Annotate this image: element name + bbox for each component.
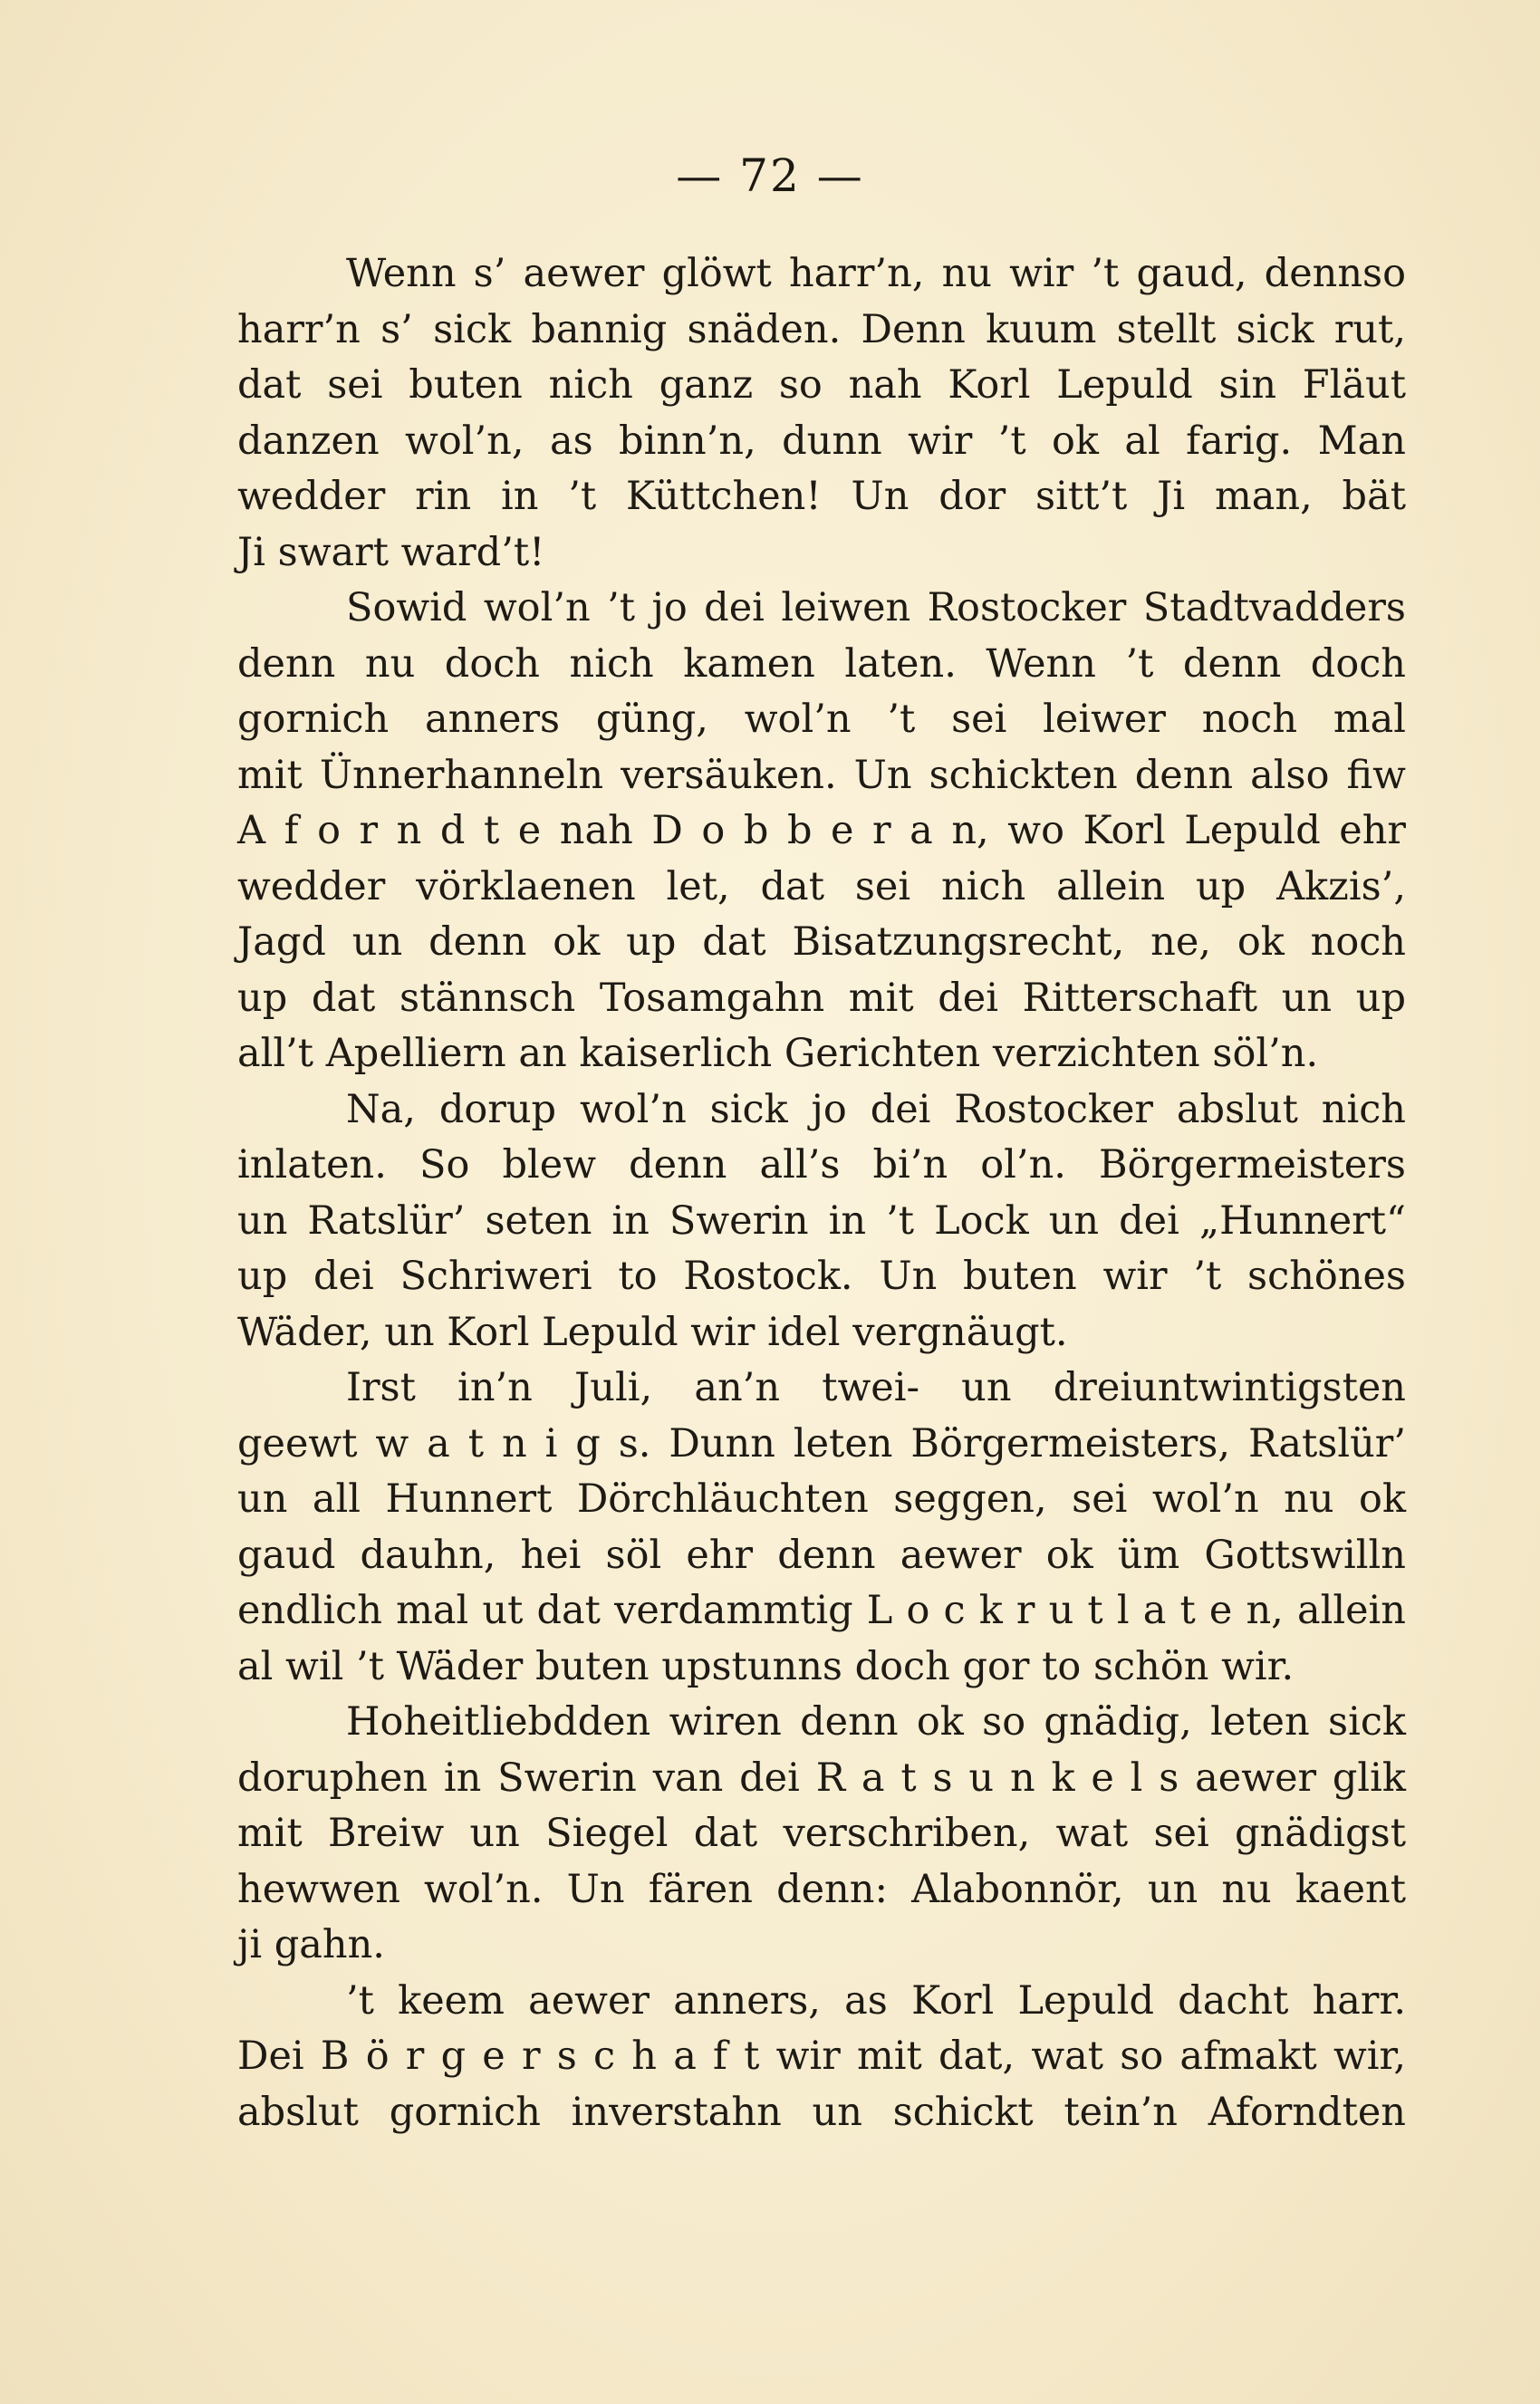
text-line: all’t Apelliern an kaiserlich Gerichten verzichten söl’n. xyxy=(237,1031,1319,1076)
text-line: abslut gornich inverstahn un schickt tein’n Aforndten xyxy=(237,2089,1406,2135)
text-line: dat sei buten nich ganz so nah Korl Lepuld sin Fläut xyxy=(237,362,1406,408)
text-line: mit Breiw un Siegel dat verschriben, wat sei gnädigst xyxy=(237,1811,1406,1856)
text-line: un all Hunnert Dörchläuchten seggen, sei wol’n nu ok xyxy=(237,1476,1406,1522)
text-line: Wenn s’ aewer glöwt harr’n, nu wir ’t gaud, dennso xyxy=(346,251,1406,296)
text-line: Sowid wol’n ’t jo dei leiwen Rostocker Stadtvadders xyxy=(346,585,1406,630)
text-line: A f o r n d t e nah D o b b e r a n, wo Korl Lepuld ehr xyxy=(237,808,1406,853)
text-line: al wil ’t Wäder buten upstunns doch gor to schön wir. xyxy=(237,1643,1295,1689)
text-line: Wäder, un Korl Lepuld wir idel vergnäugt. xyxy=(237,1309,1068,1355)
text-line: ’t keem aewer anners, as Korl Lepuld dacht harr. xyxy=(346,1977,1406,2024)
text-line: wedder vörklaenen let, dat sei nich allein up Akzis’, xyxy=(237,863,1406,909)
body-text xyxy=(237,246,1406,2140)
text-line: gaud dauhn, hei söl ehr denn aewer ok üm Gottswilln xyxy=(237,1532,1406,1578)
text-line: gornich anners güng, wol’n ’t sei leiwer noch mal xyxy=(237,697,1406,742)
text-line: Irst in’n Juli, an’n twei- un dreiuntwintigsten xyxy=(346,1365,1406,1410)
page-number: — 72 — xyxy=(676,149,864,202)
text-line: Na, dorup wol’n sick jo dei Rostocker abslut nich xyxy=(346,1086,1406,1132)
text-line: ji gahn. xyxy=(237,1922,385,1967)
text-line: danzen wol’n, as binn’n, dunn wir ’t ok al farig. Man xyxy=(237,418,1406,464)
text-line: denn nu doch nich kamen laten. Wenn ’t denn doch xyxy=(237,640,1406,687)
text-line: endlich mal ut dat verdammtig L o c k r u t l a t e n, allein xyxy=(237,1588,1406,1633)
text-line: inlaten. So blew denn all’s bi’n ol’n. Börgermeisters xyxy=(237,1142,1406,1188)
text-line: Dei B ö r g e r s c h a f t wir mit dat, wat so afmakt wir, xyxy=(237,2034,1406,2079)
text-line: geewt w a t n i g s. Dunn leten Börgermeisters, Ratslür’ xyxy=(237,1420,1406,1466)
text-line: up dat stännsch Tosamgahn mit dei Ritterschaft un up xyxy=(237,975,1406,1021)
text-line: wedder rin in ’t Küttchen! Un dor sitt’t Ji man, bät xyxy=(237,474,1406,519)
text-line: doruphen in Swerin van dei R a t s u n k e l s aewer glik xyxy=(237,1755,1406,1801)
text-line: harr’n s’ sick bannig snäden. Denn kuum stellt sick rut, xyxy=(237,306,1406,352)
text-line: Hoheitliebdden wiren denn ok so gnädig, leten sick xyxy=(346,1699,1406,1745)
text-line: up dei Schriweri to Rostock. Un buten wir ’t schönes xyxy=(237,1254,1406,1299)
text-line: hewwen wol’n. Un fären denn: Alabonnör, un nu kaent xyxy=(237,1866,1406,1912)
text-line: Ji swart ward’t! xyxy=(237,529,545,575)
text-line: Jagd un denn ok up dat Bisatzungsrecht, ne, ok noch xyxy=(237,919,1406,965)
text-line: mit Ünnerhanneln versäuken. Un schickten denn also fiw xyxy=(237,752,1406,798)
text-line: un Ratslür’ seten in Swerin in ’t Lock un dei „Hunnert“ xyxy=(237,1197,1406,1244)
